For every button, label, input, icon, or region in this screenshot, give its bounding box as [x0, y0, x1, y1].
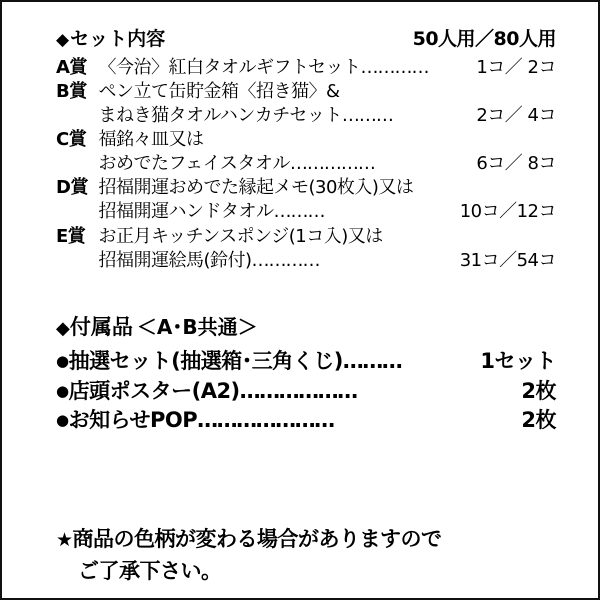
- prize-description: 招福開運ハンドタオル………: [98, 201, 325, 223]
- set-contents-table: [56, 56, 556, 273]
- table-row: [56, 128, 556, 152]
- accessories-subtitle: ＜A･B共通＞: [136, 314, 258, 339]
- page-border-left: [0, 0, 2, 600]
- prize-description: 福銘々皿又は: [98, 129, 204, 151]
- accessories-title: 付属品: [69, 314, 133, 339]
- prize-description: ペン立て缶貯金箱〈招き猫〉&: [98, 80, 340, 102]
- prize-description: 〈今治〉紅白タオルギフトセット…………: [98, 56, 429, 78]
- prize-label: [56, 152, 98, 176]
- prize-label: E賞: [56, 225, 86, 247]
- prize-description: まねき猫タオルハンカチセット………: [98, 104, 393, 126]
- list-item: [56, 406, 556, 436]
- table-row: [56, 225, 556, 249]
- prize-label: C賞: [56, 129, 87, 151]
- disclaimer-line-2: ご了承下さい。: [78, 558, 222, 583]
- accessory-quantity: 1セット: [480, 348, 556, 373]
- prize-quantity: 31コ／54コ: [459, 249, 556, 271]
- prize-quantity: [428, 80, 556, 104]
- accessory-name: ●お知らせPOP…………………: [56, 408, 334, 433]
- prize-quantity: 10コ／12コ: [459, 201, 556, 223]
- prize-quantity: [428, 128, 556, 152]
- content-area: [56, 28, 556, 436]
- accessory-name: ●抽選セット(抽選箱･三角くじ)………: [56, 348, 402, 373]
- prize-description: 招福開運おめでた縁起メモ(30枚入)又は: [98, 177, 414, 199]
- diamond-icon: ◆: [56, 30, 70, 50]
- set-contents-title: セット内容: [70, 28, 166, 50]
- prize-label: B賞: [56, 80, 87, 102]
- prize-label: [56, 104, 98, 128]
- disclaimer-note: [56, 524, 556, 587]
- prize-label: [56, 249, 98, 273]
- accessories-section: [56, 311, 556, 436]
- prize-label: D賞: [56, 177, 88, 199]
- table-row: [56, 152, 556, 176]
- accessory-quantity: 2枚: [521, 408, 556, 433]
- table-row: [56, 249, 556, 273]
- bullet-icon: ●: [56, 351, 69, 370]
- page-border-top: [0, 0, 600, 2]
- list-item: [56, 377, 556, 407]
- prize-description: おめでたフェイスタオル……………: [98, 153, 375, 175]
- table-row: [56, 200, 556, 224]
- accessory-name: ●店頭ポスター(A2)………………: [56, 378, 357, 403]
- prize-label: [56, 200, 98, 224]
- table-row: [56, 104, 556, 128]
- table-row: [56, 176, 556, 200]
- quantity-column-header: 50人用／80人用: [412, 28, 556, 50]
- prize-quantity: [428, 176, 556, 200]
- disclaimer-line-1: 商品の色柄が変わる場合がありますので: [72, 527, 442, 551]
- accessories-heading: [56, 311, 556, 341]
- star-icon: ★: [56, 529, 73, 551]
- prize-quantity: [428, 225, 556, 249]
- diamond-icon: ◆: [56, 317, 70, 339]
- prize-quantity: 6コ／ 8コ: [476, 153, 556, 175]
- accessories-table: [56, 347, 556, 436]
- bullet-icon: ●: [56, 411, 69, 430]
- prize-label: A賞: [56, 56, 87, 78]
- set-contents-heading: [56, 28, 556, 52]
- prize-description: お正月キッチンスポンジ(1コ入)又は: [98, 225, 383, 247]
- prize-quantity: 2コ／ 4コ: [476, 104, 556, 126]
- prize-description: 招福開運絵馬(鈴付)…………: [98, 249, 320, 271]
- accessory-quantity: 2枚: [521, 378, 556, 403]
- table-row: [56, 80, 556, 104]
- table-row: [56, 56, 556, 80]
- list-item: [56, 347, 556, 377]
- prize-quantity: 1コ／ 2コ: [476, 56, 556, 78]
- bullet-icon: ●: [56, 381, 69, 400]
